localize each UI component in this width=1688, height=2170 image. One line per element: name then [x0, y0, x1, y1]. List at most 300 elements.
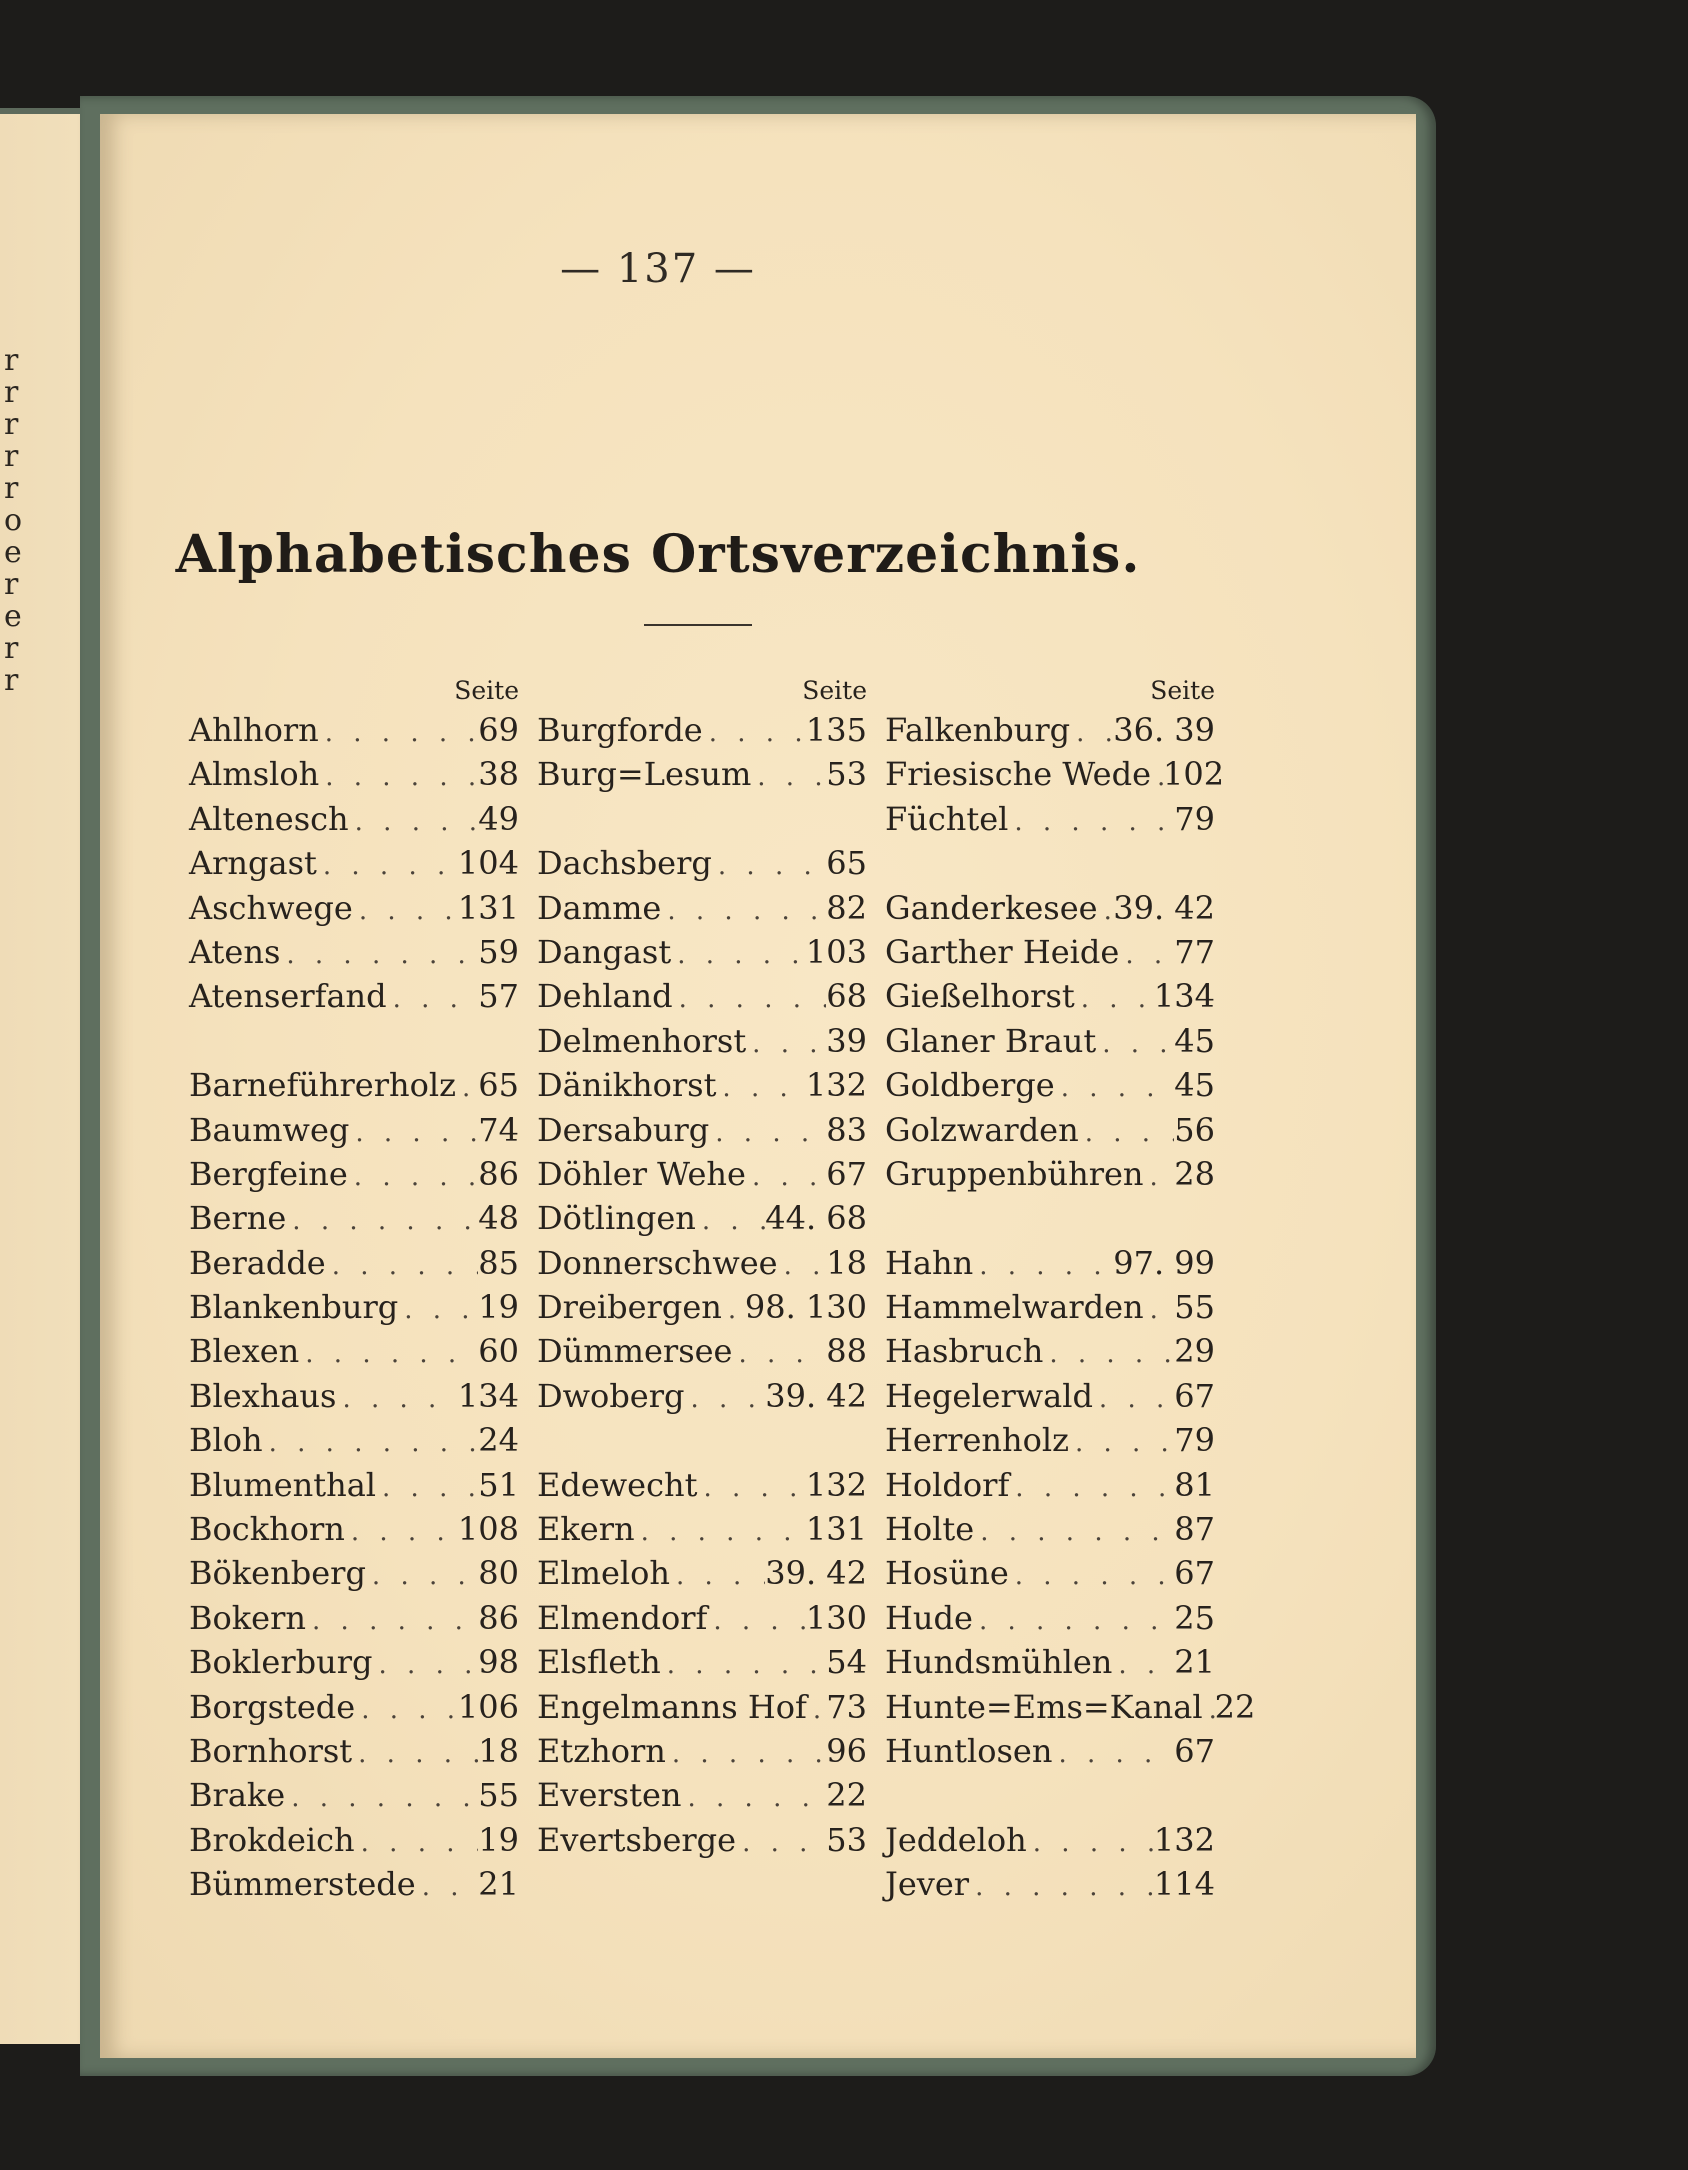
place-name: Burgforde: [537, 711, 703, 749]
index-entry: [537, 708, 867, 752]
page-ref: 77: [1174, 932, 1215, 971]
place-name: Golzwarden: [885, 1110, 1079, 1149]
place-name: Ekern: [537, 1510, 635, 1549]
place-name: Jeddeloh: [885, 1820, 1027, 1859]
index-entry: [885, 752, 1225, 796]
leader-dots: [1055, 1066, 1175, 1110]
page-ref: 79: [1174, 1421, 1215, 1460]
place-name: Dänikhorst: [537, 1066, 717, 1105]
place-name: Beradde: [189, 1243, 326, 1282]
leader-dots: [698, 1466, 806, 1510]
page-ref: 22: [826, 1776, 867, 1815]
place-name: Hahn: [885, 1243, 974, 1282]
place-name: Dersaburg: [537, 1110, 710, 1149]
page-ref: 132: [805, 1066, 867, 1105]
leader-dots: [263, 1421, 479, 1465]
page-ref: 80: [478, 1554, 519, 1593]
index-entry: [537, 1329, 867, 1373]
place-name: Blexhaus: [189, 1376, 337, 1415]
page-ref: 45: [1174, 1066, 1215, 1105]
leader-dots: [336, 1377, 457, 1421]
index-entry: [537, 1196, 867, 1240]
index-page: [100, 114, 1416, 2058]
place-name: Glaner Braut: [885, 1021, 1097, 1060]
leader-dots: [416, 1865, 479, 1909]
index-entry: [885, 1596, 1215, 1640]
index-gap: [537, 1418, 867, 1462]
page-ref: 135: [805, 711, 867, 749]
page-ref: 131: [805, 1510, 867, 1549]
index-entry: [189, 1463, 519, 1507]
leader-dots: [1075, 977, 1154, 1021]
place-name: Damme: [537, 888, 662, 927]
index-column-2: [537, 674, 867, 1862]
place-name: Goldberge: [885, 1066, 1055, 1105]
page-ref: 22: [1214, 1687, 1256, 1726]
index-entry: [885, 708, 1215, 752]
leader-dots: [661, 889, 826, 933]
page-ref: 97. 99: [1113, 1243, 1215, 1282]
place-name: Hunte=Ems=Kanal: [885, 1687, 1203, 1726]
index-entry: [189, 1773, 519, 1817]
page-ref: 82: [826, 888, 867, 927]
place-name: Dachsberg: [537, 844, 712, 883]
place-name: Hammelwarden: [885, 1288, 1144, 1327]
page-ref: 104: [457, 844, 519, 883]
place-name: Hude: [885, 1598, 973, 1637]
index-entry: [537, 1551, 867, 1595]
page-ref: 25: [1174, 1598, 1215, 1637]
index-entry: [537, 1818, 867, 1862]
leader-dots: [746, 1022, 826, 1066]
leader-dots: [973, 1599, 1174, 1643]
page-ref: 98: [478, 1643, 519, 1682]
page-ref: 81: [1174, 1465, 1215, 1504]
leader-dots: [319, 755, 478, 799]
index-gap: [885, 1196, 1215, 1240]
place-name: Jever: [885, 1865, 970, 1904]
index-entry: [885, 1063, 1215, 1107]
place-name: Hundsmühlen: [885, 1643, 1113, 1682]
place-name: Burg=Lesum: [537, 755, 752, 794]
index-entry: [885, 1019, 1215, 1063]
leader-dots: [712, 844, 826, 888]
text-fragment: r: [4, 567, 19, 602]
leader-dots: [373, 1643, 479, 1687]
page-ref: 132: [805, 1465, 867, 1504]
leader-dots: [286, 1199, 478, 1243]
text-fragment: r: [4, 631, 19, 666]
page-ref: 38: [478, 755, 519, 794]
leader-dots: [685, 1377, 766, 1421]
place-name: Baumweg: [189, 1110, 350, 1149]
leader-dots: [969, 1865, 1154, 1909]
leader-dots: [366, 1554, 478, 1598]
index-entry: [885, 930, 1215, 974]
place-name: Hasbruch: [885, 1332, 1044, 1371]
index-entry: [537, 1773, 867, 1817]
index-entry: [885, 886, 1215, 930]
index-entry: [885, 1241, 1215, 1285]
index-entry: [189, 1729, 519, 1773]
index-entry: [189, 1551, 519, 1595]
leader-dots: [670, 1554, 765, 1598]
place-name: Huntlosen: [885, 1731, 1053, 1770]
index-entry: [189, 1241, 519, 1285]
place-name: Füchtel: [885, 799, 1009, 838]
leader-dots: [285, 1776, 478, 1820]
index-entry: [537, 1241, 867, 1285]
text-fragment: r: [4, 471, 19, 506]
title-divider: [644, 624, 752, 626]
page-ref: 55: [1174, 1288, 1215, 1327]
page-ref: 29: [1174, 1332, 1215, 1371]
index-entry: [189, 886, 519, 930]
text-fragment: r: [4, 343, 19, 378]
index-entry: [885, 797, 1215, 841]
place-name: Gruppenbühren: [885, 1154, 1144, 1193]
index-entry: [189, 1818, 519, 1862]
index-entry: [885, 1108, 1215, 1152]
index-entry: [885, 1374, 1215, 1418]
leader-dots: [1027, 1821, 1154, 1865]
place-name: Dehland: [537, 977, 673, 1016]
page-ref: 108: [457, 1510, 519, 1549]
place-name: Dwoberg: [537, 1376, 685, 1415]
page-ref: 51: [478, 1465, 519, 1504]
leader-dots: [398, 1288, 478, 1332]
index-entry: [189, 1108, 519, 1152]
index-entry: [537, 1640, 867, 1684]
leader-dots: [807, 1688, 826, 1732]
index-entry: [885, 1507, 1215, 1551]
leader-dots: [1098, 889, 1114, 933]
place-name: Almsloh: [189, 755, 320, 794]
index-entry: [189, 1418, 519, 1462]
place-name: Bergfeine: [189, 1154, 348, 1193]
index-entry: [537, 1019, 867, 1063]
index-entry: [189, 1285, 519, 1329]
place-name: Atens: [189, 932, 281, 971]
leader-dots: [353, 889, 458, 933]
page-ref: 39: [826, 1021, 867, 1060]
leader-dots: [1203, 1688, 1215, 1732]
leader-dots: [1009, 1554, 1175, 1598]
page-ref: 87: [1174, 1510, 1215, 1549]
place-name: Edewecht: [537, 1465, 698, 1504]
page-ref: 102: [1163, 755, 1225, 794]
page-ref: 53: [826, 755, 867, 794]
leader-dots: [1144, 1288, 1175, 1332]
leader-dots: [1069, 1421, 1174, 1465]
place-name: Bornhorst: [189, 1731, 353, 1770]
leader-dots: [746, 1155, 826, 1199]
page-ref: 39. 42: [1113, 888, 1215, 927]
place-name: Elmeloh: [537, 1554, 670, 1593]
page-ref: 65: [478, 1066, 519, 1105]
leader-dots: [703, 711, 806, 755]
index-entry: [885, 1463, 1215, 1507]
index-entry: [885, 974, 1215, 1018]
place-name: Eversten: [537, 1776, 682, 1815]
leader-dots: [355, 1688, 458, 1732]
leader-dots: [696, 1199, 765, 1243]
index-entry: [885, 1685, 1256, 1729]
leader-dots: [709, 1111, 826, 1155]
leader-dots: [1093, 1377, 1174, 1421]
place-name: Dötlingen: [537, 1199, 696, 1238]
index-gap: [885, 1773, 1215, 1817]
page-ref: 24: [478, 1421, 519, 1460]
leader-dots: [1070, 711, 1113, 755]
index-entry: [537, 1063, 867, 1107]
page-ref: 48: [478, 1199, 519, 1238]
leader-dots: [736, 1821, 826, 1865]
place-name: Etzhorn: [537, 1731, 666, 1770]
page-ref: 45: [1174, 1021, 1215, 1060]
index-entry: [537, 1596, 867, 1640]
index-entry: [537, 1463, 867, 1507]
index-entry: [885, 1862, 1215, 1906]
index-gap: [189, 1019, 519, 1063]
index-entry: [189, 1374, 519, 1418]
index-entry: [885, 1818, 1215, 1862]
leader-dots: [1096, 1022, 1174, 1066]
index-entry: [885, 1285, 1215, 1329]
index-entry: [189, 752, 519, 796]
place-name: Hosüne: [885, 1554, 1009, 1593]
page-ref: 106: [457, 1687, 519, 1726]
index-column-3: [885, 674, 1256, 1907]
place-name: Bloh: [189, 1421, 263, 1460]
index-entry: [189, 708, 519, 752]
leader-dots: [280, 933, 478, 977]
leader-dots: [716, 1066, 806, 1110]
index-entry: [537, 841, 867, 885]
text-fragment: o: [4, 503, 23, 538]
page-ref: 19: [478, 1288, 519, 1327]
leader-dots: [1119, 933, 1174, 977]
index-gap: [537, 797, 867, 841]
page-ref: 69: [478, 711, 519, 749]
place-name: Blumenthal: [189, 1465, 377, 1504]
leader-dots: [635, 1510, 806, 1554]
leader-dots: [671, 933, 806, 977]
index-entry: [885, 1418, 1215, 1462]
index-entry: [537, 930, 867, 974]
page-ref: 55: [478, 1776, 519, 1815]
page-ref: 86: [478, 1154, 519, 1193]
place-name: Garther Heide: [885, 932, 1120, 971]
leader-dots: [1052, 1732, 1174, 1776]
place-name: Engelmanns Hof: [537, 1687, 807, 1726]
place-name: Herrenholz: [885, 1421, 1069, 1460]
place-name: Atenserfand: [189, 977, 387, 1016]
page-ref: 21: [1174, 1643, 1215, 1682]
page-ref: 85: [478, 1243, 519, 1282]
index-entry: [189, 1507, 519, 1551]
leader-dots: [1079, 1111, 1175, 1155]
leader-dots: [306, 1599, 478, 1643]
place-name: Altenesch: [189, 799, 349, 838]
index-entry: [537, 1285, 867, 1329]
place-name: Evertsberge: [537, 1820, 737, 1859]
leader-dots: [1144, 1155, 1175, 1199]
leader-dots: [319, 711, 479, 755]
place-name: Holdorf: [885, 1465, 1010, 1504]
leader-dots: [1008, 800, 1174, 844]
text-fragment: r: [4, 663, 19, 698]
place-name: Blankenburg: [189, 1288, 399, 1327]
leader-dots: [732, 1332, 826, 1376]
page-ref: 131: [457, 888, 519, 927]
page-ref: 28: [1174, 1154, 1215, 1193]
page-ref: 56: [1174, 1110, 1215, 1149]
index-entry: [537, 974, 867, 1018]
page-ref: 53: [826, 1820, 867, 1859]
index-entry: [537, 752, 867, 796]
index-entry: [537, 886, 867, 930]
leader-dots: [974, 1510, 1174, 1554]
index-entry: [189, 1685, 519, 1729]
page-ref: 49: [478, 799, 519, 838]
page-ref: 83: [826, 1110, 867, 1149]
place-name: Dangast: [537, 932, 672, 971]
column-header: Seite: [802, 676, 867, 705]
index-entry: [189, 797, 519, 841]
leader-dots: [349, 1111, 478, 1155]
leader-dots: [673, 977, 827, 1021]
index-entry: [189, 1862, 519, 1906]
place-name: Dümmersee: [537, 1332, 733, 1371]
place-name: Brake: [189, 1776, 286, 1815]
page-title: Alphabetisches Ortsverzeichnis.: [175, 524, 1141, 585]
page-ref: 67: [1174, 1554, 1215, 1593]
leader-dots: [1112, 1643, 1174, 1687]
leader-dots: [349, 800, 479, 844]
page-ref: 44. 68: [765, 1199, 867, 1238]
leader-dots: [326, 1244, 479, 1288]
index-entry: [189, 1640, 519, 1684]
place-name: Arngast: [189, 844, 317, 883]
text-fragment: r: [4, 375, 19, 410]
page-ref: 67: [1174, 1376, 1215, 1415]
column-header: Seite: [454, 676, 519, 705]
page-ref: 132: [1153, 1820, 1215, 1859]
place-name: Berne: [189, 1199, 287, 1238]
place-name: Friesische Wede: [885, 755, 1152, 794]
place-name: Ganderkesee: [885, 888, 1098, 927]
leader-dots: [722, 1288, 745, 1332]
leader-dots: [666, 1732, 826, 1776]
place-name: Elsfleth: [537, 1643, 661, 1682]
page-ref: 74: [478, 1110, 519, 1149]
page-ref: 79: [1174, 799, 1215, 838]
leader-dots: [345, 1510, 458, 1554]
place-name: Gießelhorst: [885, 977, 1075, 1016]
index-entry: [885, 1152, 1215, 1196]
place-name: Holte: [885, 1510, 975, 1549]
place-name: Boklerburg: [189, 1643, 373, 1682]
page-ref: 18: [478, 1731, 519, 1770]
page-ref: 98. 130: [744, 1288, 867, 1327]
leader-dots: [778, 1244, 827, 1288]
leader-dots: [661, 1643, 827, 1687]
text-fragment: r: [4, 407, 19, 442]
page-ref: 67: [1174, 1731, 1215, 1770]
leader-dots: [682, 1776, 827, 1820]
page-ref: 57: [478, 977, 519, 1016]
leader-dots: [352, 1732, 478, 1776]
page-ref: 114: [1153, 1865, 1215, 1904]
place-name: Bokern: [189, 1598, 307, 1637]
page-ref: 21: [478, 1865, 519, 1904]
index-column-1: [189, 674, 519, 1907]
text-fragment: r: [4, 439, 19, 474]
index-entry: [189, 1063, 519, 1107]
place-name: Borgstede: [189, 1687, 356, 1726]
page-ref: 18: [826, 1243, 867, 1282]
page-ref: 19: [478, 1820, 519, 1859]
place-name: Dreibergen: [537, 1288, 722, 1327]
index-entry: [537, 1729, 867, 1773]
index-entry: [537, 1152, 867, 1196]
leader-dots: [456, 1066, 478, 1110]
index-entry: [537, 1108, 867, 1152]
leader-dots: [348, 1155, 478, 1199]
page-ref: 65: [826, 844, 867, 883]
page-ref: 134: [457, 1376, 519, 1415]
leader-dots: [376, 1466, 478, 1510]
place-name: Bümmerstede: [189, 1865, 416, 1904]
page-ref: 39. 42: [765, 1376, 867, 1415]
place-name: Donnerschwee: [537, 1243, 778, 1282]
page-ref: 67: [826, 1154, 867, 1193]
index-entry: [189, 1152, 519, 1196]
leader-dots: [1009, 1466, 1174, 1510]
page-ref: 88: [826, 1332, 867, 1371]
leader-dots: [751, 755, 826, 799]
leader-dots: [1043, 1332, 1174, 1376]
index-entry: [537, 1374, 867, 1418]
text-fragment: e: [4, 535, 22, 570]
index-entry: [189, 1329, 519, 1373]
index-entry: [537, 1685, 867, 1729]
index-gap: [885, 841, 1215, 885]
index-entry: [885, 1729, 1215, 1773]
page-ref: 96: [826, 1731, 867, 1770]
index-entry: [189, 841, 519, 885]
column-header: Seite: [1150, 676, 1215, 705]
page-ref: 39. 42: [765, 1554, 867, 1593]
index-entry: [189, 930, 519, 974]
index-entry: [885, 1551, 1215, 1595]
leader-dots: [1151, 755, 1163, 799]
leader-dots: [299, 1332, 478, 1376]
page-ref: 68: [826, 977, 867, 1016]
place-name: Brokdeich: [189, 1820, 355, 1859]
place-name: Döhler Wehe: [537, 1154, 746, 1193]
place-name: Aschwege: [189, 888, 353, 927]
place-name: Delmenhorst: [537, 1021, 747, 1060]
leader-dots: [355, 1821, 479, 1865]
index-entry: [189, 1196, 519, 1240]
page-ref: 54: [826, 1643, 867, 1682]
place-name: Bockhorn: [189, 1510, 345, 1549]
page-ref: 103: [805, 932, 867, 971]
page-ref: 36. 39: [1113, 711, 1215, 749]
place-name: Bökenberg: [189, 1554, 366, 1593]
